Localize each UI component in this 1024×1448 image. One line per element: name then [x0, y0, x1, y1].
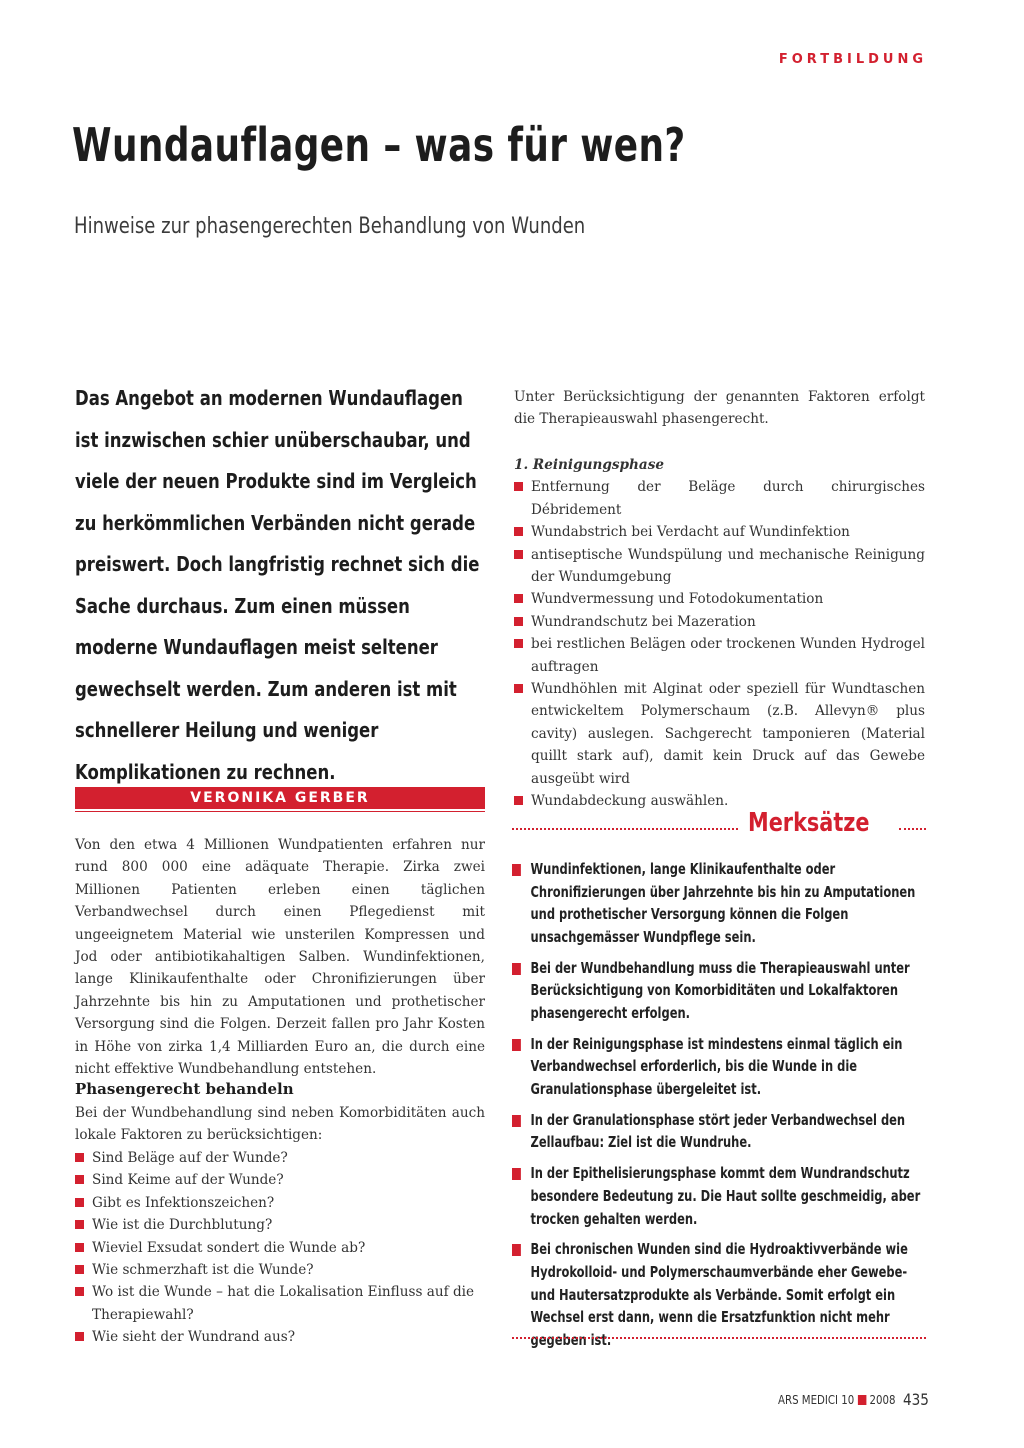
lead-paragraph: Das Angebot an modernen Wundauflagen ist inzwischen schier unüberschaubar, und viele der neuen Produkte sind im Vergleich zu herkömmlichen Verbänden nicht gerade preiswert. Doch langfristig rechnet sich die Sache durchaus. Zum einen müssen moderne Wundauflagen meist seltener gewechselt werden. Zum anderen ist mit schnellerer Heilung und weniger Komplikationen zu rechnen. [75, 386, 480, 784]
list-item: Wundrandschutz bei Mazeration [514, 611, 925, 633]
list-item: Wundvermessung und Fotodokumentation [514, 588, 925, 610]
bullet-square-icon [75, 1175, 84, 1184]
author-name: VERONIKA GERBER [190, 790, 370, 806]
list-item: Wo ist die Wunde – hat die Lokalisation Einfluss auf die Therapiewahl? [75, 1281, 485, 1326]
footer-journal [778, 1393, 896, 1407]
list-item: In der Granulationsphase stört jeder Verbandwechsel den Zellaufbau: Ziel ist die Wundruhe. [512, 1109, 926, 1154]
article-subtitle: Hinweise zur phasengerechten Behandlung von Wunden [74, 214, 586, 239]
bullet-square-icon [514, 594, 523, 603]
bullet-square-icon [514, 639, 523, 648]
phase-list [514, 476, 925, 812]
list-item: Wie sieht der Wundrand aus? [75, 1326, 485, 1348]
bullet-square-icon [512, 1039, 521, 1051]
bullet-square-icon [75, 1243, 84, 1252]
bullet-square-icon [75, 1332, 84, 1341]
bullet-square-icon [512, 1168, 521, 1180]
list-item: antiseptische Wundspülung und mechanische Reinigung der Wundumgebung [514, 544, 925, 589]
list-item: Wundhöhlen mit Alginat oder speziell für Wundtaschen entwickeltem Polymerschaum (z.B. Allevyn® plus cavity) auslegen. Sachgerecht tamponieren (Material quillt stark auf), damit kein Druck auf das Gewebe ausgeübt wird [514, 678, 925, 790]
list-item: In der Epithelisierungsphase kommt dem Wundrandschutz besondere Bedeutung zu. Die Haut sollte geschmeidig, aber trocken gehalten werden. [512, 1162, 926, 1230]
phase-title: 1. Reinigungsphase [514, 457, 665, 473]
question-list [75, 1147, 485, 1349]
section-heading: Phasengerecht behandeln [75, 1080, 294, 1098]
list-item: In der Reinigungsphase ist mindestens einmal täglich ein Verbandwechsel erforderlich, bis die Wunde in die Granulationsphase übergeleitet ist. [512, 1033, 926, 1101]
bullet-square-icon [512, 1244, 521, 1256]
section-label: FORTBILDUNG [778, 52, 927, 67]
list-item: Sind Keime auf der Wunde? [75, 1169, 485, 1191]
bullet-square-icon [75, 1220, 84, 1229]
list-item: Wie schmerzhaft ist die Wunde? [75, 1259, 485, 1281]
bullet-square-icon [514, 482, 523, 491]
bullet-square-icon [75, 1198, 84, 1207]
section-intro: Bei der Wundbehandlung sind neben Komorbiditäten auch lokale Faktoren zu berücksichtigen: [75, 1105, 485, 1144]
merksaetze-title: Merksätze [748, 808, 870, 838]
intro-paragraph: Von den etwa 4 Millionen Wundpatienten erfahren nur rund 800 000 eine adäquate Therapie. Zirka zwei Millionen Patienten erleben einen täglichen Verbandwechsel durch einen Pflegedienst mit ungeeignetem Material wie unsterilen Kompressen und Jod oder antibiotikahaltigen Salben. Wundinfektionen, lange Klinikaufenthalte oder Chronifizierungen über Jahrzehnte bis hin zu Amputationen und prothetischer Versorgung sind die Folgen. Derzeit fallen pro Jahr Kosten in Höhe von zirka 1,4 Milliarden Euro an, die durch eine nicht effektive Wundbehandlung entstehen. [75, 837, 485, 1078]
list-item: Bei chronischen Wunden sind die Hydroaktivverbände wie Hydrokolloid- und Polymerschaumverbände eher Gewebe- und Hautersatzprodukte als Verbände. Somit erfolgt ein Wechsel erst dann, wenn die Ersatzfunktion nicht mehr gegeben ist. [512, 1238, 926, 1351]
list-item: Wundabdeckung auswählen. [514, 790, 925, 812]
bullet-square-icon [75, 1287, 84, 1296]
bullet-square-icon [514, 684, 523, 693]
list-item: Wie ist die Durchblutung? [75, 1214, 485, 1236]
bullet-square-icon [512, 963, 521, 975]
list-item: Wundabstrich bei Verdacht auf Wundinfektion [514, 521, 925, 543]
bullet-square-icon [512, 1115, 521, 1127]
bullet-square-icon [75, 1265, 84, 1274]
bullet-square-icon [75, 1153, 84, 1162]
dotted-divider [512, 1337, 926, 1339]
bullet-square-icon [512, 864, 521, 876]
phase-section [514, 454, 925, 813]
list-item: Sind Beläge auf der Wunde? [75, 1147, 485, 1169]
dotted-divider [899, 828, 926, 830]
bullet-square-icon [514, 550, 523, 559]
list-item: Entfernung der Beläge durch chirurgisches Débridement [514, 476, 925, 521]
journal-name: ARS MEDICI 10 [778, 1393, 855, 1407]
article-title: Wundauflagen – was für wen? [72, 118, 686, 172]
merksaetze-list [512, 858, 926, 1360]
dotted-divider [512, 828, 738, 830]
square-separator-icon [858, 1395, 867, 1405]
journal-year: 2008 [869, 1393, 896, 1407]
bullet-square-icon [514, 796, 523, 805]
right-intro-paragraph: Unter Berücksichtigung der genannten Faktoren erfolgt die Therapieauswahl phasengerecht. [514, 389, 925, 428]
bullet-square-icon [514, 527, 523, 536]
list-item: Gibt es Infektionszeichen? [75, 1192, 485, 1214]
author-bar [75, 787, 485, 809]
list-item: bei restlichen Belägen oder trockenen Wunden Hydrogel auftragen [514, 633, 925, 678]
bullet-square-icon [514, 617, 523, 626]
list-item: Bei der Wundbehandlung muss die Therapieauswahl unter Berücksichtigung von Komorbiditäten und Lokalfaktoren phasengerecht erfolgen. [512, 957, 926, 1025]
list-item: Wieviel Exsudat sondert die Wunde ab? [75, 1237, 485, 1259]
page-number: 435 [903, 1390, 929, 1409]
merksaetze-header [512, 808, 926, 842]
list-item: Wundinfektionen, lange Klinikaufenthalte oder Chronifizierungen über Jahrzehnte bis hin zu Amputationen und prothetischer Versorgung können die Folgen unsachgemässer Wundpflege sein. [512, 858, 926, 948]
